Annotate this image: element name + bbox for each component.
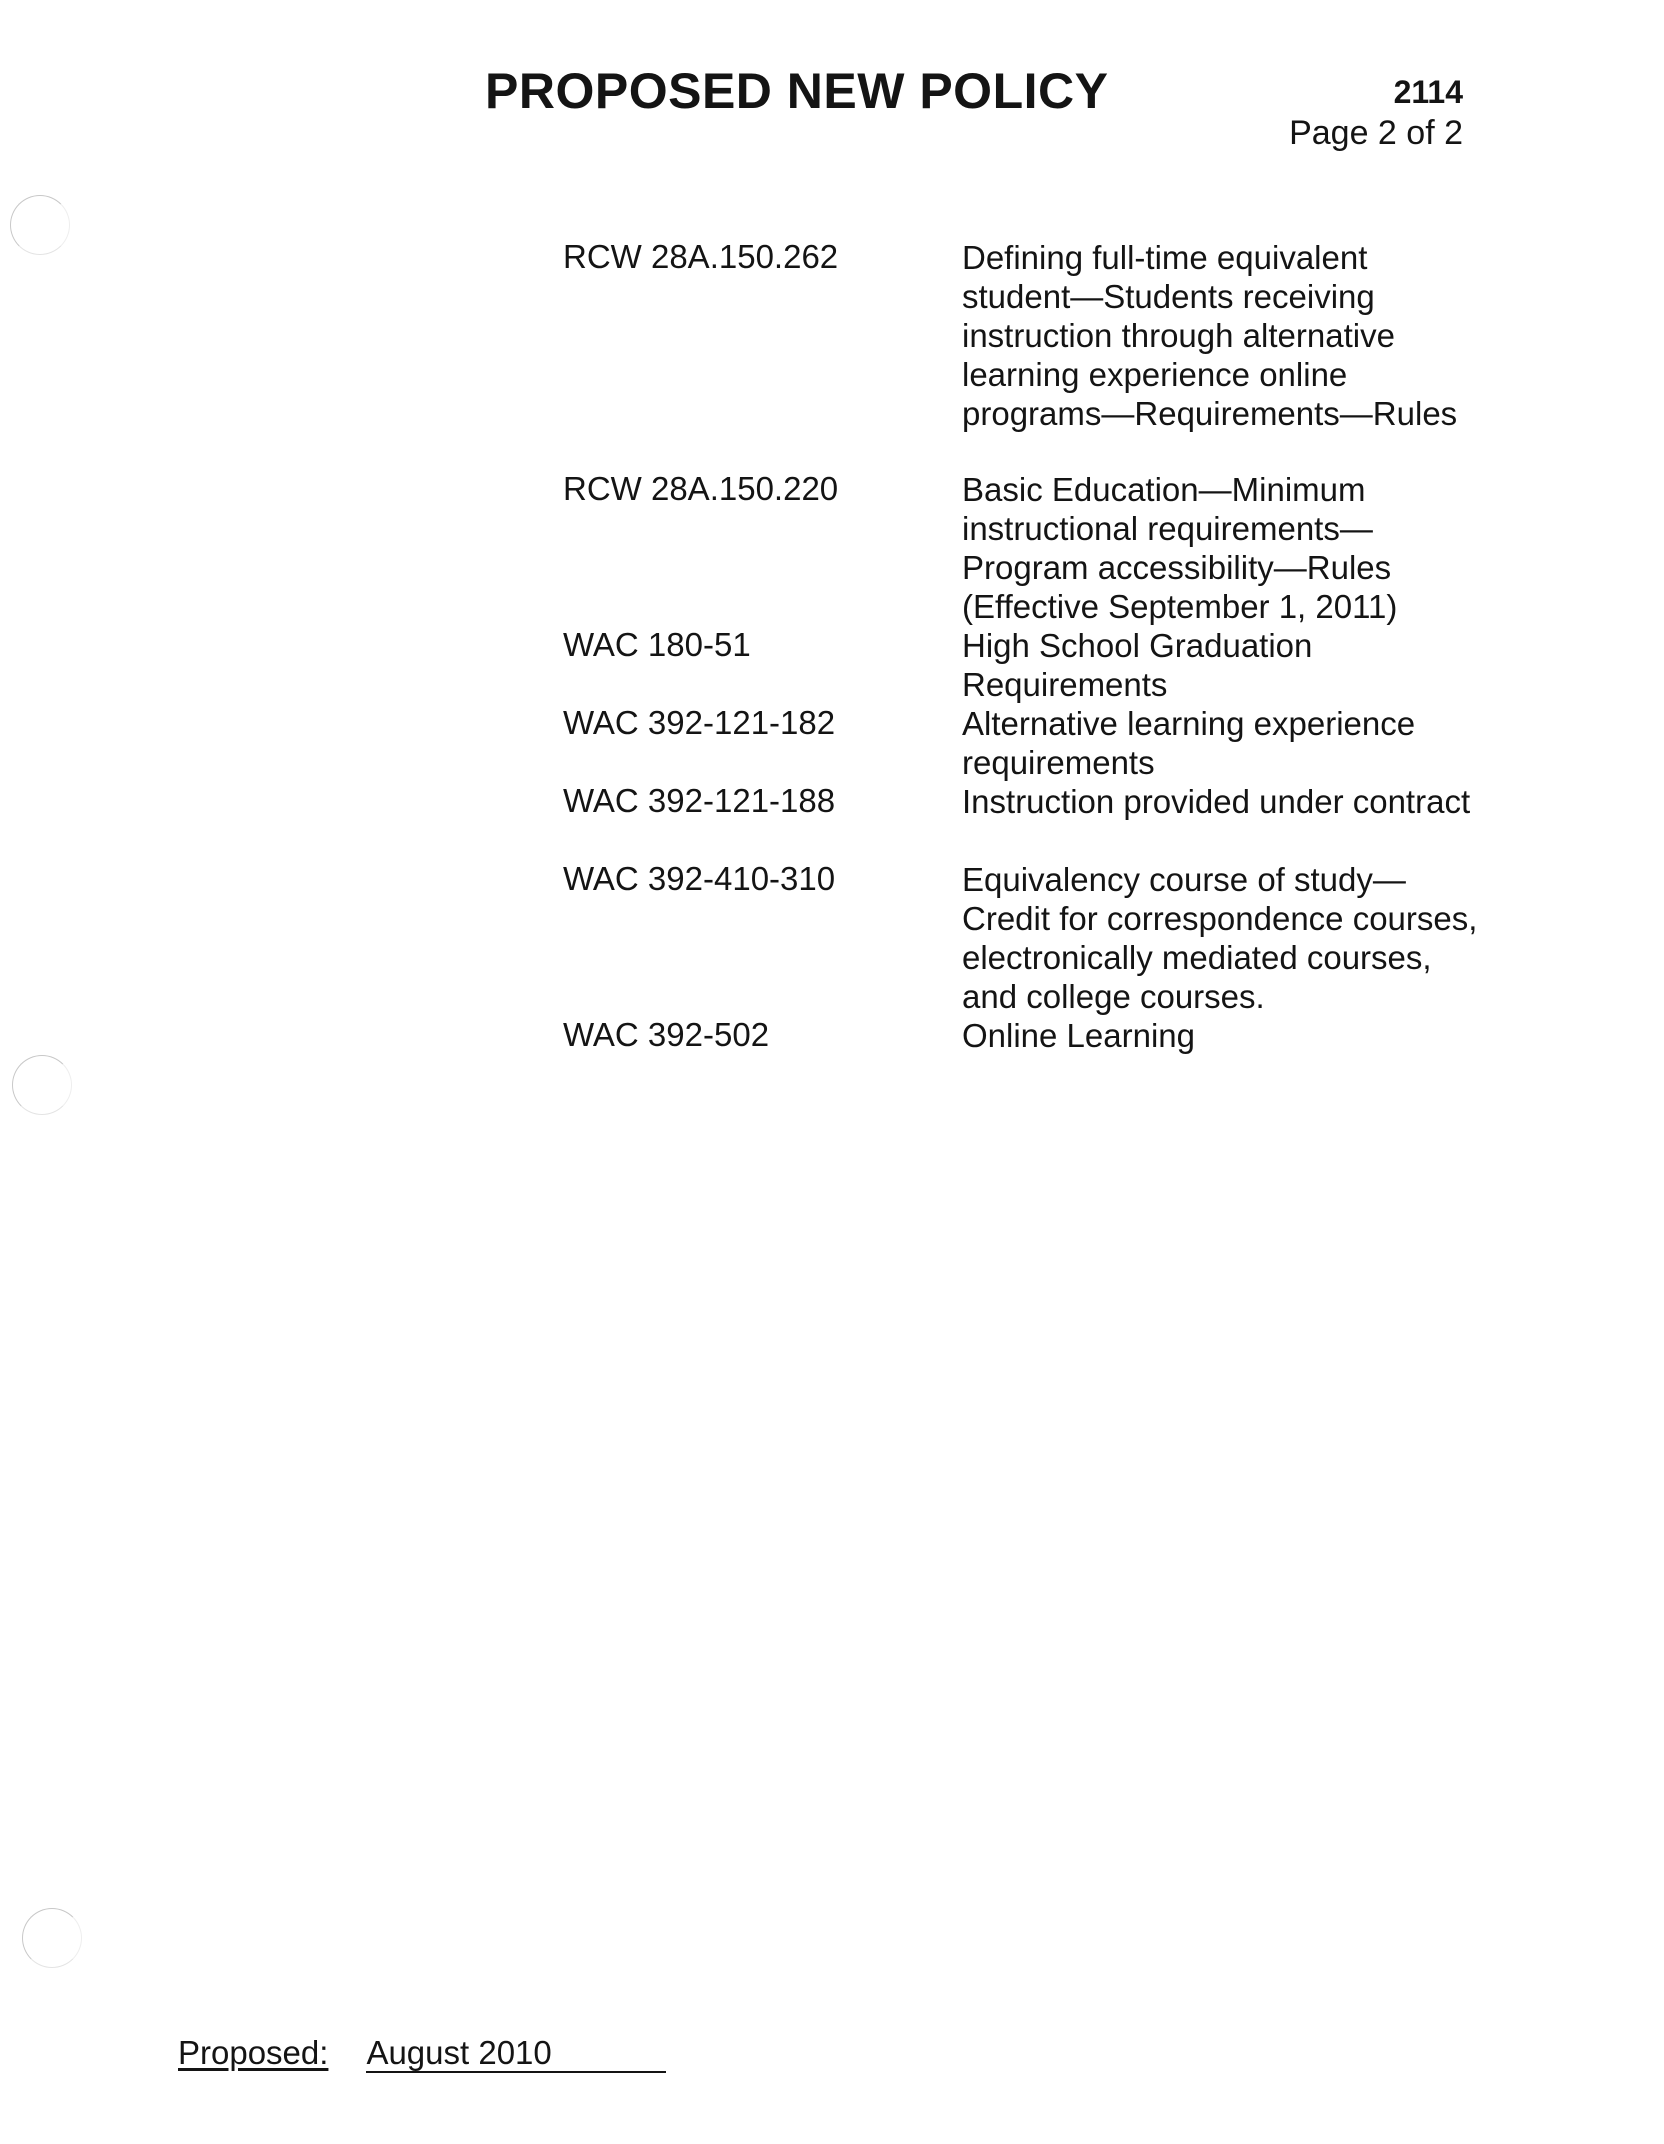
reference-code: WAC 392-410-310 <box>563 860 836 897</box>
reference-code: WAC 392-121-188 <box>563 782 836 819</box>
punch-hole-top <box>10 195 70 255</box>
footer-label: Proposed: <box>178 2034 329 2071</box>
reference-code: WAC 180-51 <box>563 626 751 663</box>
punch-hole-bottom <box>22 1908 82 1968</box>
reference-code: RCW 28A.150.262 <box>563 238 839 275</box>
page-indicator: Page 2 of 2 <box>1289 114 1463 152</box>
reference-description: High School Graduation Requirements <box>962 627 1313 703</box>
reference-description: Online Learning <box>962 1017 1195 1054</box>
policy-number: 2114 <box>1393 74 1463 110</box>
reference-code: RCW 28A.150.220 <box>563 470 839 507</box>
reference-description: Alternative learning experience requirements <box>962 705 1416 781</box>
reference-code: WAC 392-121-182 <box>563 704 836 741</box>
reference-description: Instruction provided under contract <box>962 783 1471 820</box>
footer-date: August 2010 <box>366 2035 666 2073</box>
punch-hole-middle <box>12 1055 72 1115</box>
reference-description: Equivalency course of study—Credit for correspondence courses, electronically mediated courses, and college courses. <box>962 861 1478 1015</box>
reference-description: Defining full-time equivalent student—Students receiving instruction through alternative learning experience online programs—Requirements—Rules <box>962 239 1458 432</box>
footer-proposed-date <box>178 2034 666 2073</box>
reference-description: Basic Education—Minimum instructional requirements—Program accessibility—Rules (Effective September 1, 2011) <box>962 471 1398 625</box>
reference-code: WAC 392-502 <box>563 1016 770 1053</box>
document-title: PROPOSED NEW POLICY <box>485 63 1109 119</box>
